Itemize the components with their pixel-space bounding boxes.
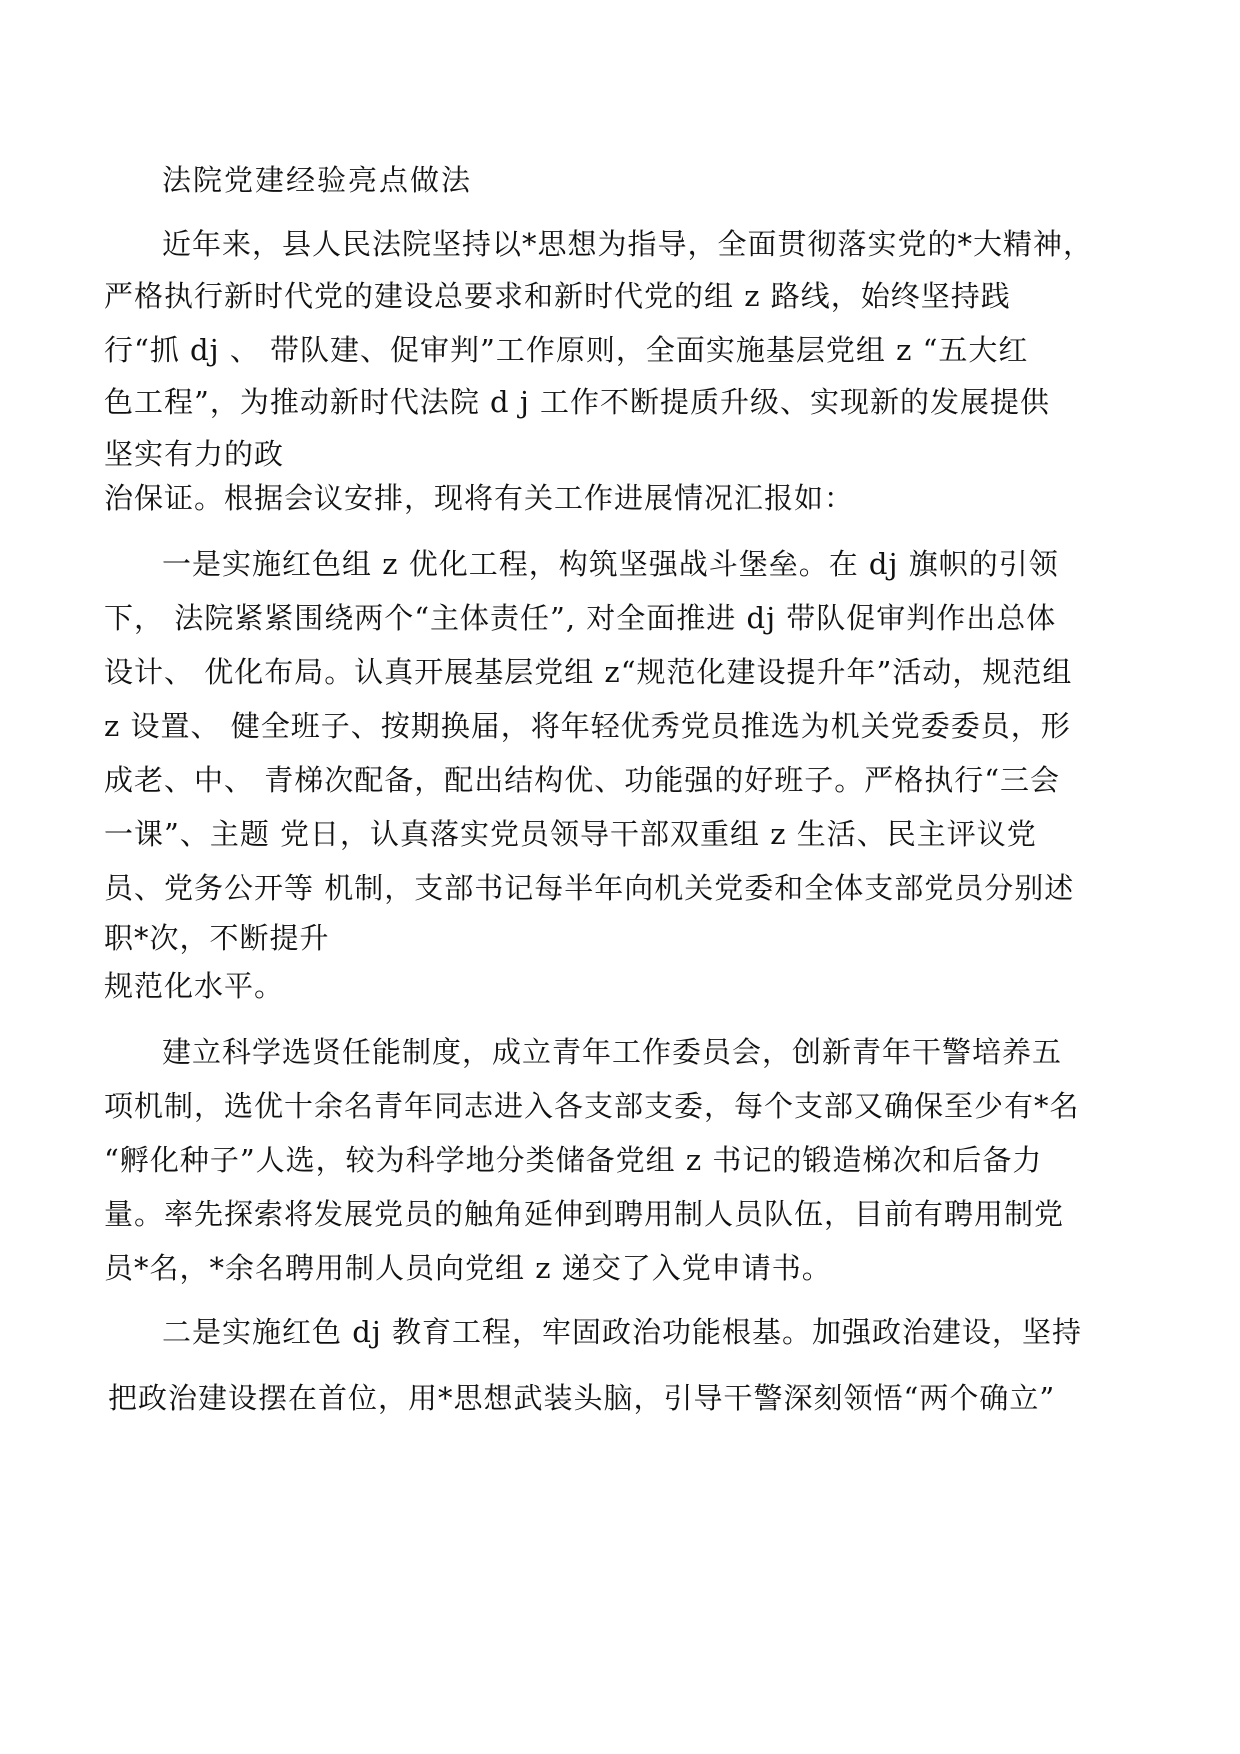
paragraph-2-line-1: 一是实施红色组 z 优化工程，构筑坚强战斗堡垒。在 dj 旗帜的引领 <box>162 547 1059 581</box>
paragraph-4-line-1: 二是实施红色 dj 教育工程，牢固政治功能根基。加强政治建设，坚持 <box>162 1315 1082 1349</box>
paragraph-3-line-4: 量。率先探索将发展党员的触角延伸到聘用制人员队伍，目前有聘用制党 <box>104 1197 1065 1231</box>
paragraph-2-line-9: 规范化水平。 <box>104 969 285 1003</box>
paragraph-1-line-3: 行“抓 dj 、 带队建、促审判”工作原则，全面实施基层党组 z “五大红 <box>104 333 1029 367</box>
paragraph-2-line-4: z 设置、 健全班子、按期换届，将年轻优秀党员推选为机关党委委员，形 <box>104 709 1071 743</box>
paragraph-4-line-2: 把政治建设摆在首位，用*思想武装头脑，引导干警深刻领悟“两个确立” <box>108 1381 1056 1415</box>
paragraph-3-line-3: “孵化种子”人选，较为科学地分类储备党组 z 书记的锻造梯次和后备力 <box>104 1143 1043 1177</box>
paragraph-2-line-3: 设计、 优化布局。认真开展基层党组 z“规范化建设提升年”活动，规范组 <box>104 655 1073 689</box>
paragraph-3-line-2: 项机制，选优十余名青年同志进入各支部支委，每个支部又确保至少有*名 <box>104 1089 1080 1123</box>
paragraph-1-line-5: 坚实有力的政 <box>104 437 285 471</box>
paragraph-2-line-5: 成老、中、 青梯次配备，配出结构优、功能强的好班子。严格执行“三会 <box>104 763 1061 797</box>
document-title: 法院党建经验亮点做法 <box>162 163 473 197</box>
paragraph-1-line-4: 色工程”，为推动新时代法院 d j 工作不断提质升级、实现新的发展提供 <box>104 385 1051 419</box>
paragraph-2-line-2: 下， 法院紧紧围绕两个“主体责任”, 对全面推进 dj 带队促审判作出总体 <box>104 601 1057 635</box>
paragraph-1-line-2: 严格执行新时代党的建设总要求和新时代党的组 z 路线，始终坚持践 <box>104 279 1011 313</box>
paragraph-2-line-8: 职*次，不断提升 <box>104 921 330 955</box>
paragraph-3-line-1: 建立科学选贤任能制度，成立青年工作委员会，创新青年干警培养五 <box>162 1035 1063 1069</box>
paragraph-3-line-5: 员*名，*余名聘用制人员向党组 z 递交了入党申请书。 <box>104 1251 832 1285</box>
paragraph-1-line-1: 近年来，县人民法院坚持以*思想为指导，全面贯彻落实党的*大精神， <box>162 227 1094 261</box>
paragraph-2-line-7: 员、党务公开等 机制，支部书记每半年向机关党委和全体支部党员分别述 <box>104 871 1075 905</box>
paragraph-1-line-6: 治保证。根据会议安排，现将有关工作进展情况汇报如： <box>104 481 855 515</box>
paragraph-2-line-6: 一课”、主题 党日，认真落实党员领导干部双重组 z 生活、民主评议党 <box>104 817 1037 851</box>
